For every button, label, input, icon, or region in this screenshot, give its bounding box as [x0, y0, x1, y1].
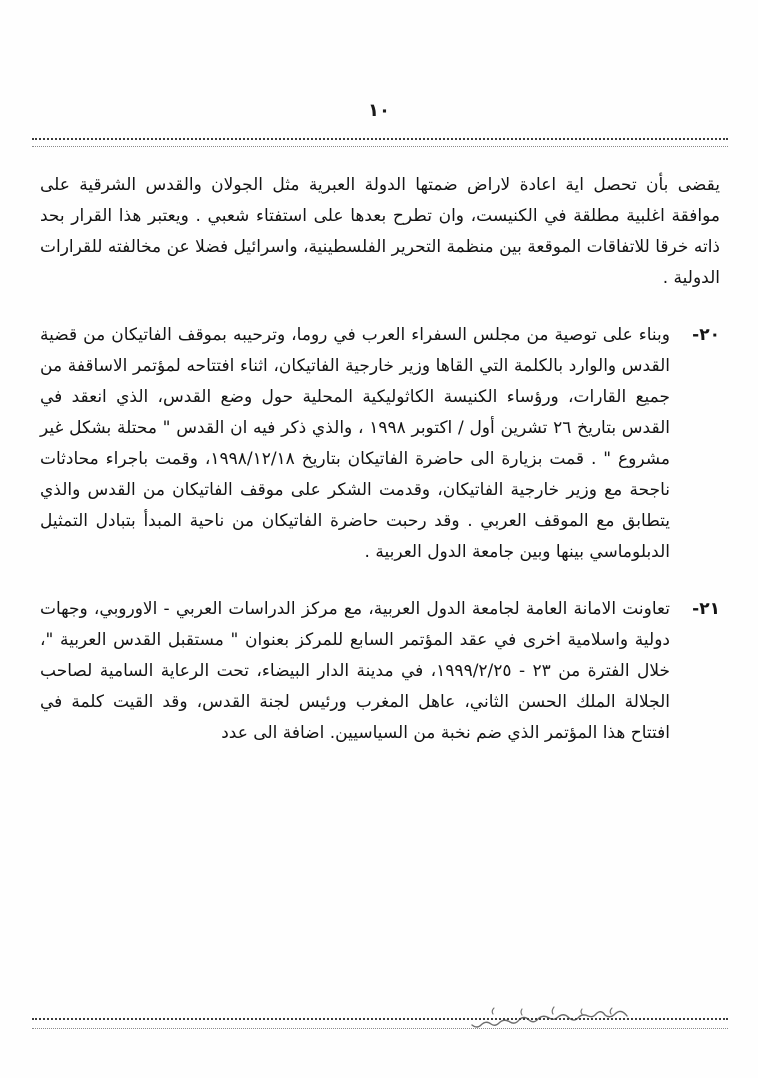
paragraph	[40, 594, 720, 749]
top-divider-rule	[32, 138, 728, 140]
page-number: ١٠	[368, 100, 390, 121]
document-body	[40, 170, 720, 775]
bottom-divider-rule	[32, 1018, 728, 1020]
paragraph-marker: ٢١-	[692, 599, 720, 619]
top-divider-rule-secondary	[32, 146, 728, 147]
handwritten-footer-note	[462, 1000, 632, 1030]
paragraph-text: وبناء على توصية من مجلس السفراء العرب في روما، وترحيبه بموقف الفاتيكان من قضية القدس والوارد بالكلمة التي القاها وزير خارجية الفاتيكان، اثناء افتتاحه لمؤتمر الاساقفة من جميع القارات، ورؤساء الكنيسة الكاثوليكية المحلية حول وضع القدس، الذي انعقد في القدس بتاريخ ٢٦ تشرين أول / اكتوبر ١٩٩٨ ، والذي ذكر فيه ان القدس " محتلة بشكل غير مشروع " . قمت بزيارة الى حاضرة الفاتيكان بتاريخ ١٩٩٨/١٢/١٨، وقمت باجراء محادثات ناجحة مع وزير خارجية الفاتيكان، وقدمت الشكر على موقف الفاتيكان من القدس والذي يتطابق مع الموقف العربي . وقد رحبت حاضرة الفاتيكان من ناحية المبدأ بتبادل التمثيل الدبلوماسي بينها وبين جامعة الدول العربية .	[40, 325, 670, 562]
paragraph-text: يقضى بأن تحصل اية اعادة لاراض ضمتها الدولة العبرية مثل الجولان والقدس الشرقية على موافقة اغلبية مطلقة في الكنيست، وان تطرح بعدها على استفتاء شعبي . ويعتبر هذا القرار بحد ذاته خرقا للاتفاقات الموقعة بين منظمة التحرير الفلسطينية، واسرائيل فضلا عن مخالفته للقرارات الدولية .	[40, 175, 720, 288]
paragraph-marker: ٢٠-	[692, 325, 720, 345]
paragraph-text: تعاونت الامانة العامة لجامعة الدول العربية، مع مركز الدراسات العربي - الاوروبي، وجهات دولية واسلامية اخرى في عقد المؤتمر السابع للمركز بعنوان " مستقبل القدس العربية "، خلال الفترة من ٢٣ - ١٩٩٩/٢/٢٥، في مدينة الدار البيضاء، تحت الرعاية السامية لصاحب الجلالة الملك الحسن الثاني، عاهل المغرب ورئيس لجنة القدس، وقد القيت كلمة في افتتاح هذا المؤتمر الذي ضم نخبة من السياسيين. اضافة الى عدد	[40, 599, 670, 743]
paragraph	[40, 170, 720, 294]
bottom-divider-rule-secondary	[32, 1028, 728, 1029]
paragraph	[40, 320, 720, 568]
